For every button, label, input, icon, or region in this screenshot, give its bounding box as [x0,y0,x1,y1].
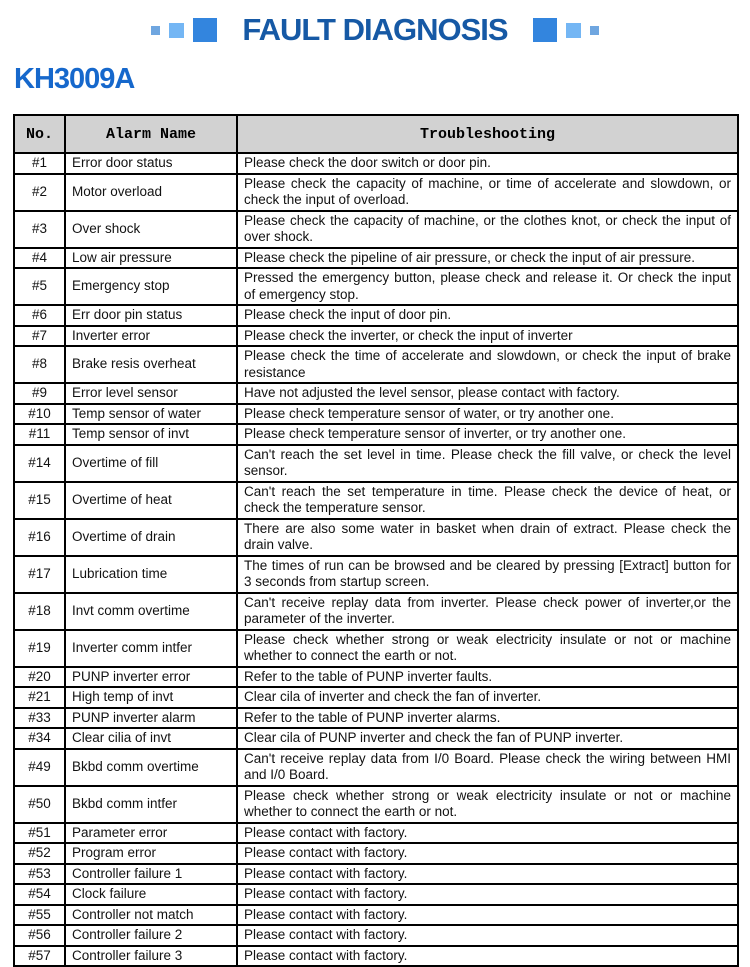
alarm-name-cell: PUNP inverter alarm [65,708,237,729]
troubleshooting-cell: Clear cila of inverter and check the fan of inverter. [237,687,738,708]
alarm-name-cell: Clear cilia of invt [65,728,237,749]
alarm-name-cell: Controller failure 1 [65,864,237,885]
alarm-no-cell: #53 [14,864,65,885]
troubleshooting-cell: Refer to the table of PUNP inverter alarms. [237,708,738,729]
alarm-no-cell: #20 [14,667,65,688]
troubleshooting-cell: Refer to the table of PUNP inverter faults. [237,667,738,688]
decor-square-medium-right-icon [566,23,581,38]
table-row [14,326,738,347]
alarm-no-cell: #33 [14,708,65,729]
table-row [14,404,738,425]
header-row [14,115,738,153]
alarm-no-cell: #34 [14,728,65,749]
alarm-no-cell: #16 [14,519,65,556]
table-row [14,153,738,174]
troubleshooting-cell: Please contact with factory. [237,843,738,864]
alarm-name-cell: Inverter comm intfer [65,630,237,667]
alarm-no-cell: #56 [14,925,65,946]
alarm-name-cell: Controller failure 3 [65,946,237,967]
column-header-no: No. [14,115,65,153]
table-row [14,864,738,885]
alarm-name-cell: Err door pin status [65,305,237,326]
alarm-name-cell: Invt comm overtime [65,593,237,630]
alarm-name-cell: Overtime of fill [65,445,237,482]
troubleshooting-cell: Can't reach the set level in time. Please check the fill valve, or check the level sensor. [237,445,738,482]
alarm-name-cell: Controller not match [65,905,237,926]
table-row [14,346,738,383]
troubleshooting-cell: Please check whether strong or weak electricity insulate or not or machine whether to connect the earth or not. [237,786,738,823]
alarm-no-cell: #3 [14,211,65,248]
troubleshooting-cell: Please check the door switch or door pin. [237,153,738,174]
table-row [14,482,738,519]
alarm-no-cell: #14 [14,445,65,482]
page-title: FAULT DIAGNOSIS [242,12,508,47]
troubleshooting-cell: Please contact with factory. [237,946,738,967]
alarm-name-cell: Temp sensor of invt [65,424,237,445]
alarm-table-body [14,153,738,966]
alarm-name-cell: Program error [65,843,237,864]
table-row [14,925,738,946]
troubleshooting-cell: Clear cila of PUNP inverter and check the fan of PUNP inverter. [237,728,738,749]
table-row [14,424,738,445]
table-row [14,630,738,667]
troubleshooting-cell: Can't receive replay data from I/0 Board. Please check the wiring between HMI and I/0 Board. [237,749,738,786]
page-header [0,0,750,51]
alarm-name-cell: Over shock [65,211,237,248]
troubleshooting-cell: Please check the capacity of machine, or time of accelerate and slowdown, or check the input of overload. [237,174,738,211]
alarm-no-cell: #7 [14,326,65,347]
alarm-no-cell: #8 [14,346,65,383]
alarm-no-cell: #51 [14,823,65,844]
alarm-no-cell: #55 [14,905,65,926]
alarm-no-cell: #4 [14,248,65,269]
alarm-name-cell: Bkbd comm intfer [65,786,237,823]
alarm-name-cell: High temp of invt [65,687,237,708]
troubleshooting-cell: Please contact with factory. [237,884,738,905]
table-row [14,667,738,688]
alarm-name-cell: Temp sensor of water [65,404,237,425]
alarm-no-cell: #54 [14,884,65,905]
decor-square-medium-left-icon [169,23,184,38]
table-row [14,946,738,967]
alarm-name-cell: Motor overload [65,174,237,211]
troubleshooting-cell: Please check the capacity of machine, or the clothes knot, or check the input of over shock. [237,211,738,248]
table-row [14,593,738,630]
table-row [14,905,738,926]
table-row [14,786,738,823]
alarm-no-cell: #2 [14,174,65,211]
alarm-name-cell: Error door status [65,153,237,174]
alarm-name-cell: Lubrication time [65,556,237,593]
decor-square-large-right-icon [533,18,557,42]
alarm-name-cell: Brake resis overheat [65,346,237,383]
table-row [14,211,738,248]
table-row [14,445,738,482]
troubleshooting-cell: Can't receive replay data from inverter. Please check power of inverter,or the parameter of the inverter. [237,593,738,630]
table-row [14,884,738,905]
table-row [14,305,738,326]
alarm-no-cell: #19 [14,630,65,667]
alarm-name-cell: Parameter error [65,823,237,844]
troubleshooting-cell: Please check the input of door pin. [237,305,738,326]
alarm-no-cell: #5 [14,268,65,305]
decor-square-small-right-icon [590,26,599,35]
alarm-table [13,114,739,967]
troubleshooting-cell: Please contact with factory. [237,864,738,885]
table-row [14,843,738,864]
table-row [14,556,738,593]
alarm-no-cell: #6 [14,305,65,326]
alarm-no-cell: #49 [14,749,65,786]
alarm-no-cell: #18 [14,593,65,630]
troubleshooting-cell: Please contact with factory. [237,925,738,946]
alarm-name-cell: Emergency stop [65,268,237,305]
troubleshooting-cell: Please contact with factory. [237,823,738,844]
troubleshooting-cell: The times of run can be browsed and be cleared by pressing [Extract] button for 3 seconds from startup screen. [237,556,738,593]
alarm-name-cell: Error level sensor [65,383,237,404]
alarm-name-cell: Clock failure [65,884,237,905]
table-row [14,248,738,269]
troubleshooting-cell: Can't reach the set temperature in time. Please check the device of heat, or check the temperature sensor. [237,482,738,519]
alarm-no-cell: #10 [14,404,65,425]
table-row [14,519,738,556]
table-row [14,174,738,211]
alarm-no-cell: #17 [14,556,65,593]
alarm-name-cell: Overtime of heat [65,482,237,519]
alarm-name-cell: Inverter error [65,326,237,347]
alarm-table-header [14,115,738,153]
decor-square-large-left-icon [193,18,217,42]
alarm-name-cell: Overtime of drain [65,519,237,556]
troubleshooting-cell: Have not adjusted the level sensor, please contact with factory. [237,383,738,404]
alarm-name-cell: Controller failure 2 [65,925,237,946]
alarm-name-cell: Low air pressure [65,248,237,269]
table-row [14,728,738,749]
alarm-name-cell: PUNP inverter error [65,667,237,688]
alarm-no-cell: #21 [14,687,65,708]
troubleshooting-cell: Please check whether strong or weak electricity insulate or not or machine whether to connect the earth or not. [237,630,738,667]
troubleshooting-cell: Please contact with factory. [237,905,738,926]
table-row [14,383,738,404]
table-row [14,687,738,708]
column-header-alarm-name: Alarm Name [65,115,237,153]
alarm-no-cell: #50 [14,786,65,823]
table-row [14,708,738,729]
alarm-no-cell: #9 [14,383,65,404]
alarm-no-cell: #11 [14,424,65,445]
troubleshooting-cell: Please check temperature sensor of water, or try another one. [237,404,738,425]
troubleshooting-cell: Pressed the emergency button, please check and release it. Or check the input of emergency stop. [237,268,738,305]
troubleshooting-cell: Please check the inverter, or check the input of inverter [237,326,738,347]
alarm-no-cell: #57 [14,946,65,967]
table-row [14,749,738,786]
alarm-no-cell: #15 [14,482,65,519]
troubleshooting-cell: There are also some water in basket when drain of extract. Please check the drain valve. [237,519,738,556]
decor-square-small-left-icon [151,26,160,35]
troubleshooting-cell: Please check the time of accelerate and slowdown, or check the input of brake resistance [237,346,738,383]
troubleshooting-cell: Please check temperature sensor of inverter, or try another one. [237,424,738,445]
model-title: KH3009A [14,63,135,95]
alarm-no-cell: #1 [14,153,65,174]
table-row [14,268,738,305]
alarm-no-cell: #52 [14,843,65,864]
alarm-name-cell: Bkbd comm overtime [65,749,237,786]
troubleshooting-cell: Please check the pipeline of air pressure, or check the input of air pressure. [237,248,738,269]
table-row [14,823,738,844]
column-header-troubleshooting: Troubleshooting [237,115,738,153]
